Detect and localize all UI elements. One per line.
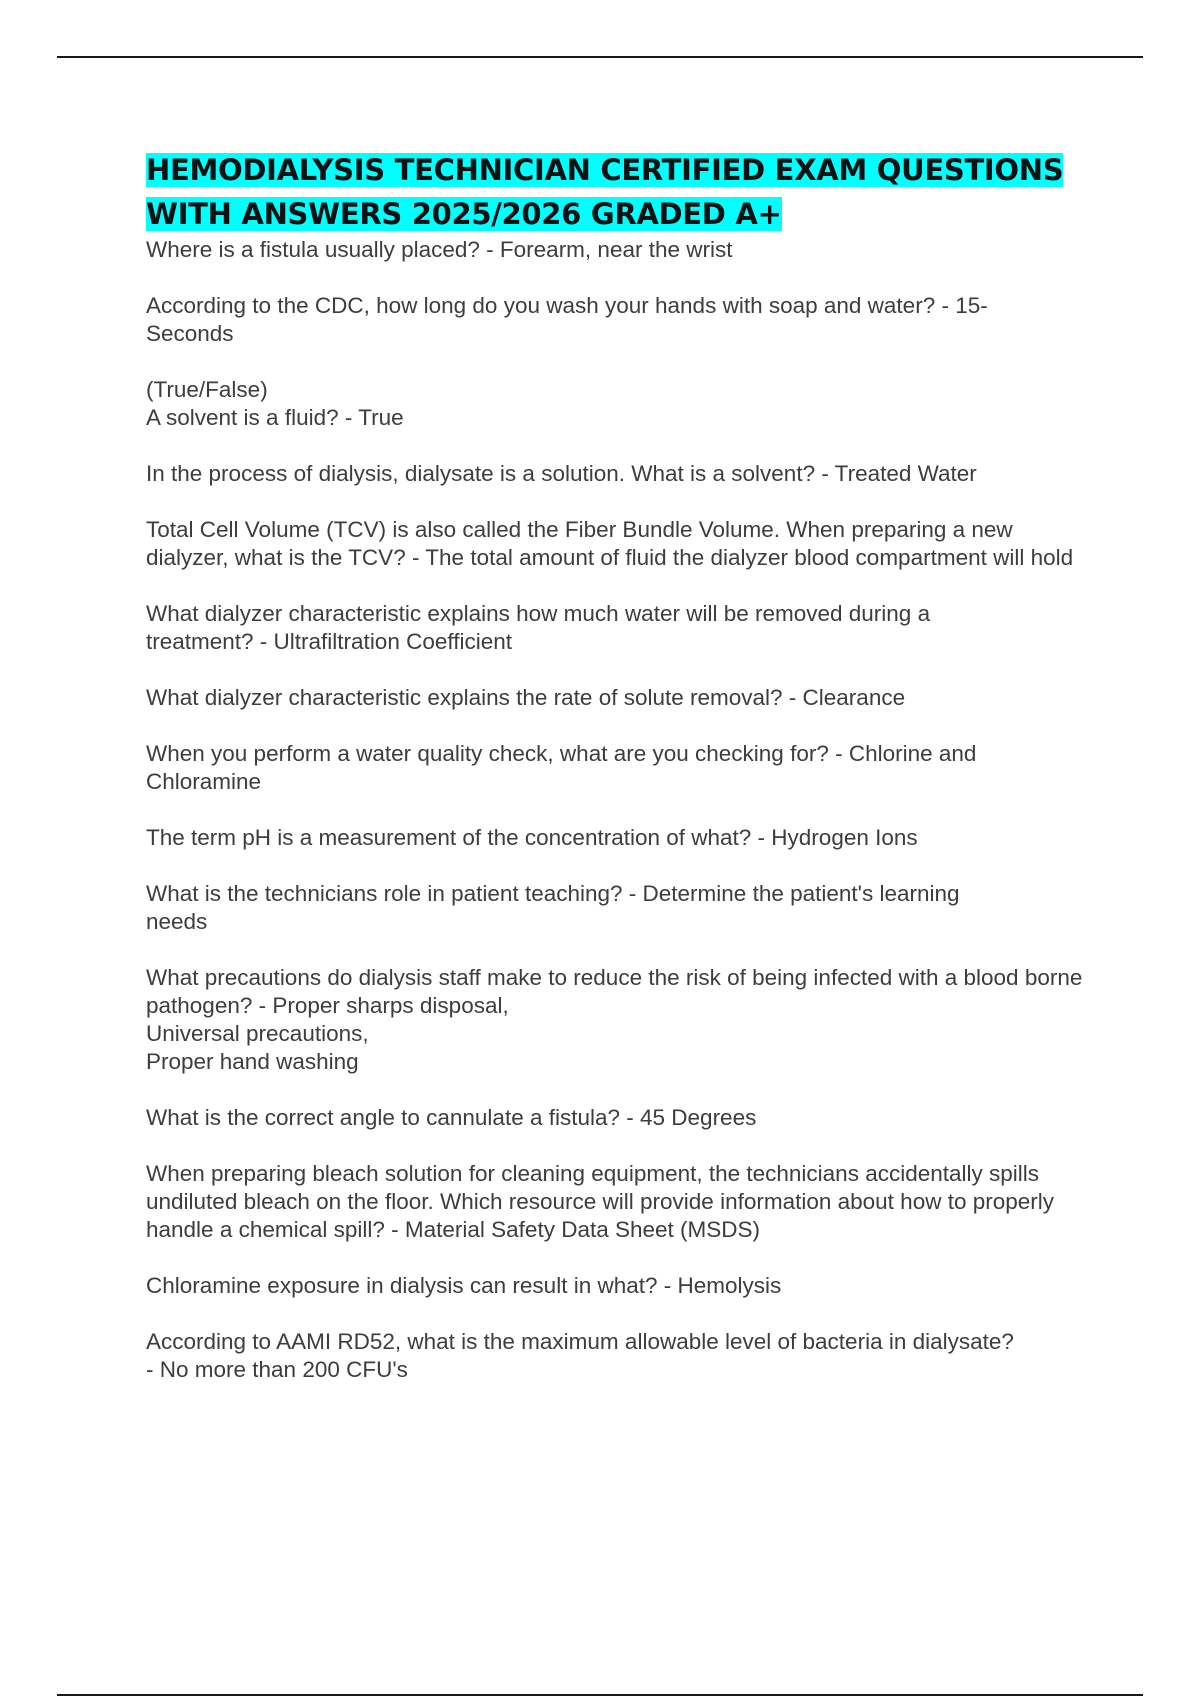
question-item: The term pH is a measurement of the concentration of what? - Hydrogen Ions: [146, 825, 918, 850]
question-item: According to AAMI RD52, what is the maximum allowable level of bacteria in dialysate? - No more than 200 CFU's: [146, 1329, 1014, 1382]
question-item: Total Cell Volume (TCV) is also called the Fiber Bundle Volume. When preparing a new dialyzer, what is the TCV? - The total amount of fluid the dialyzer blood compartment will hold: [146, 517, 1074, 570]
question-item: Chloramine exposure in dialysis can result in what? - Hemolysis: [146, 1273, 782, 1298]
question-item: In the process of dialysis, dialysate is a solution. What is a solvent? - Treated Water: [146, 461, 977, 486]
question-item: What is the technicians role in patient teaching? - Determine the patient's learning needs: [146, 881, 960, 934]
question-item: (True/False) A solvent is a fluid? - True: [146, 377, 404, 430]
document-title: [146, 148, 1086, 236]
question-item: When you perform a water quality check, what are you checking for? - Chlorine and Chloramine: [146, 741, 977, 794]
question-list: [146, 236, 1086, 1384]
question-item: What dialyzer characteristic explains how much water will be removed during a treatment? - Ultrafiltration Coefficient: [146, 601, 931, 654]
question-item: When preparing bleach solution for cleaning equipment, the technicians accidentally spills undiluted bleach on the floor. Which resource will provide information about how to properly handle a chemical spill? - Material Safety Data Sheet (MSDS): [146, 1161, 1055, 1242]
top-rule: [57, 56, 1143, 58]
question-item: What precautions do dialysis staff make to reduce the risk of being infected with a blood borne pathogen? - Proper sharps disposal, Universal precautions, Proper hand washing: [146, 965, 1083, 1074]
document-title-text: HEMODIALYSIS TECHNICIAN CERTIFIED EXAM QUESTIONS WITH ANSWERS 2025/2026 GRADED A+: [146, 153, 1064, 231]
bottom-rule: [57, 1694, 1143, 1696]
question-item: What dialyzer characteristic explains the rate of solute removal? - Clearance: [146, 685, 906, 710]
document-body: [146, 148, 1086, 1412]
question-item: What is the correct angle to cannulate a fistula? - 45 Degrees: [146, 1105, 757, 1130]
question-item: Where is a fistula usually placed? - Forearm, near the wrist: [146, 237, 733, 262]
question-item: According to the CDC, how long do you wash your hands with soap and water? - 15- Seconds: [146, 293, 988, 346]
